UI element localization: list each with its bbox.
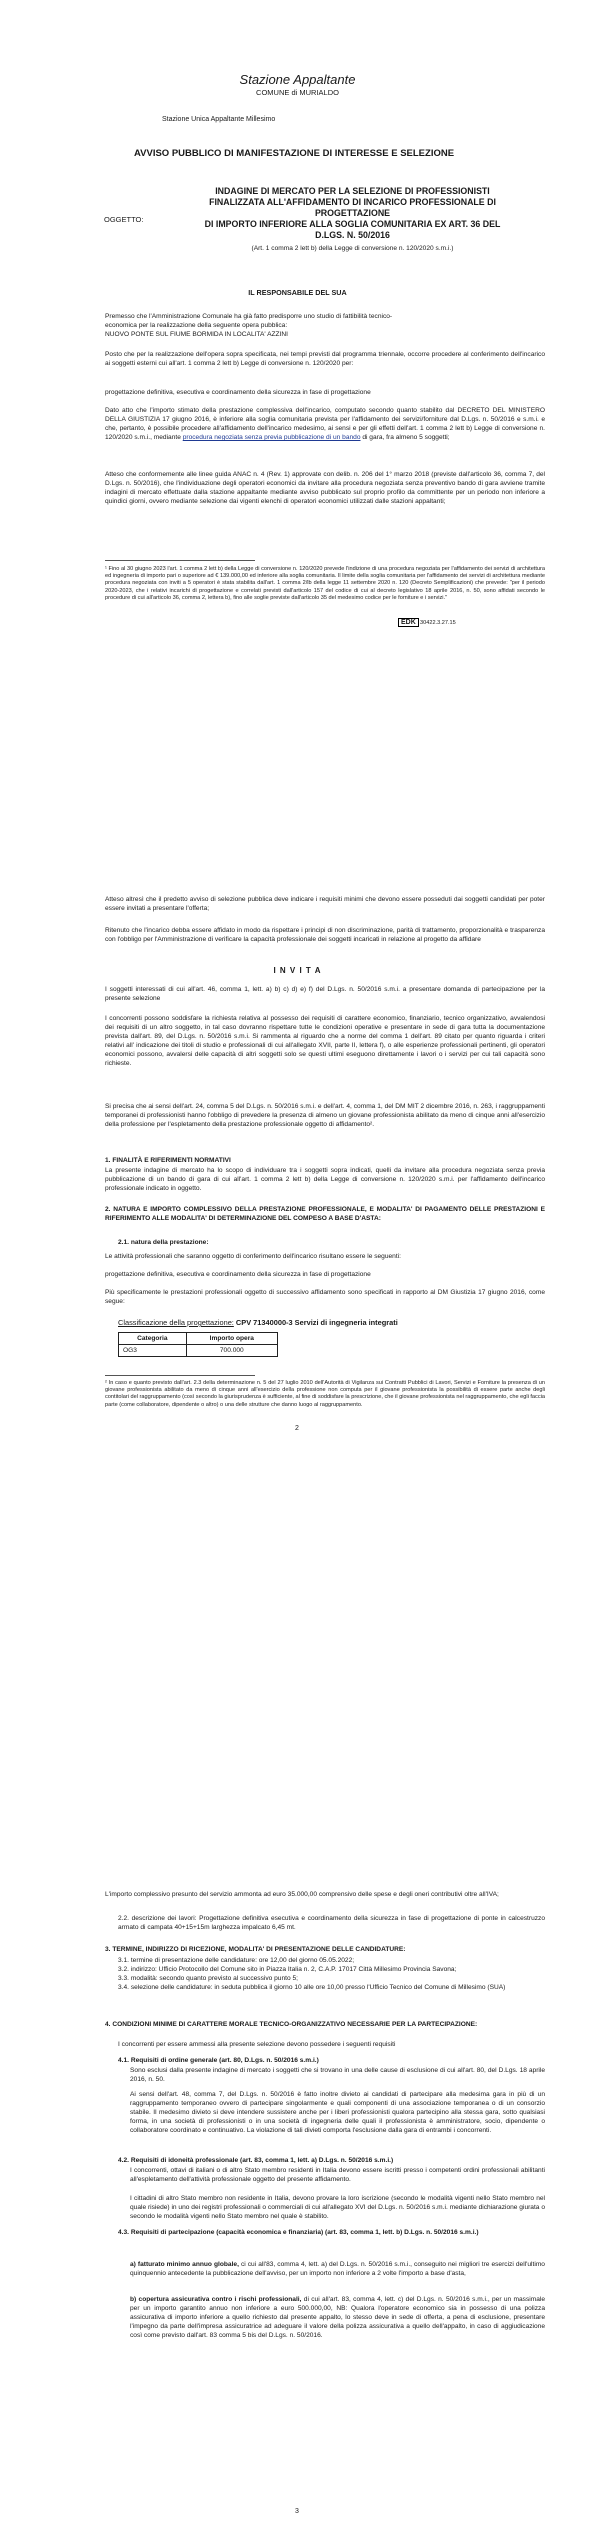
page-2 xyxy=(0,840,595,1680)
section-2-1-c: Più specificamente le prestazioni professionali oggetto di successivo affidamento sono specificati in rapporto al DM Giustizia 17 giugno 2016, come segue: xyxy=(105,1289,545,1305)
categoria-table xyxy=(118,1332,278,1357)
section-4-1-title: 4.1. Requisiti di ordine generale (art. 80, D.Lgs. n. 50/2016 s.m.i.) xyxy=(118,2057,319,2064)
procedura-link[interactable]: procedura negoziata senza previa pubblicazione di un bando xyxy=(182,434,361,441)
paragraph-giovane: Si precisa che ai sensi dell'art. 24, comma 5 del D.Lgs. n. 50/2016 s.m.i. e dell'art. 4, comma 1, del DM MIT 2 dicembre 2016, n. 263, i raggruppamenti temporanei di professionisti hanno l'obbligo di prevedere la presenza di almeno un giovane professionista abilitato da meno di cinque anni all'esercizio della professione per l'espletamento della prestazione professionale oggetto di affidamento². xyxy=(105,1103,545,1128)
table-cell: OG3 xyxy=(119,1345,187,1357)
edk-stamp: EDK xyxy=(398,618,419,627)
list-item: 3.4. selezione delle candidature: in seduta pubblica il giorno 10 alle ore 10,00 presso l'Ufficio Tecnico del Comune di Millesimo (SUA) xyxy=(118,1984,506,1991)
oggetto-line: FINALIZZATA ALL'AFFIDAMENTO DI INCARICO PROFESSIONALE DI xyxy=(209,197,496,207)
list-item: 3.2. indirizzo: Ufficio Protocollo del Comune sito in Piazza Italia n. 2, C.A.P. 17017 Città Millesimo Provincia Savona; xyxy=(118,1966,457,1973)
section-1-title: 1. FINALITÀ E RIFERIMENTI NORMATIVI xyxy=(105,1157,231,1164)
copertura-text: di cui all'art. 83, comma 4, lett. c) del D.Lgs. n. 50/2016 s.m.i., per un massimale per un importo garantito annuo non inferiore a euro 500.000,00, NB: Qualora l'operatore economico sia in possesso di una polizza assicurativa di importo inferiore a quello richiesto dal presente appalto, lo stesso deve in sede di offerta, a pena di esclusione, presentare l'impegno da parte dell'impresa assicuratrice ad adeguare il valore della polizza assicurativa a quello dell'appalto, in caso di aggiudicazione così come previsto dall'art. 83 comma 5 bis del D.Lgs. n. 50/2016. xyxy=(130,2296,545,2339)
section-4-1-text2: Ai sensi dell'art. 48, comma 7, del D.Lgs. n. 50/2016 è fatto inoltre divieto ai candidati di partecipare alla medesima gara in più di un raggruppamento temporaneo ovvero di partecipare singolarmente e quali componenti di una associazione temporanea o di un consorzio stabile. Il medesimo divieto si deve intendere sussistere anche per i liberi professionisti qualora partecipino alla stessa gara, sotto qualsiasi forma, in una società di professionisti o in una società di ingegneria delle quali il professionista è amministratore, socio, dipendente o collaboratore coordinato e continuativo. La violazione di tali divieti comporta l'esclusione dalla gara di entrambi i concorrenti. xyxy=(130,2091,545,2134)
header-title: Stazione Appaltante xyxy=(239,72,356,87)
fatturato-title: a) fatturato minimo annuo globale, xyxy=(130,2261,239,2268)
oggetto-line: INDAGINE DI MERCATO PER LA SELEZIONE DI PROFESSIONISTI xyxy=(215,186,490,196)
list-item: 3.1. termine di presentazione delle candidature: ore 12,00 del giorno 05.05.2022; xyxy=(118,1957,355,1964)
premesso-line: economica per la realizzazione della seguente opera pubblica: xyxy=(105,322,288,329)
page-number-3: 3 xyxy=(295,2508,299,2515)
table-row xyxy=(119,1345,278,1357)
footnote-1: ¹ Fino al 30 giugno 2023 l'art. 1 comma 2 lett b) della Legge di conversione n. 120/2020 prevede l'indizione di una procedura negoziata per l'affidamento dei servizi di architettura ed ingegneria di importo pari o superiore ad € 139.000,00 ed inferiore alla soglia comunitaria. Il limite della soglia comunitaria per l'affidamento dei servizi di architettura mediante procedura negoziata con inviti a 5 operatori è stata stabilita dall'art. 1 comma 2/lb della legge 11 settembre 2020 n. 120 (Decreto Semplificazioni) che prevede: "per il periodo 2020-2023, che i relativi incarichi di progettazione e correlati previsti dall'articolo 157 del codice di cui al decreto legislativo 18 aprile 2016, n. 50, sono affidati secondo le procedure di cui all'articolo 36, comma 2, lettera b), fino alle soglie previste dall'articolo 35 del medesimo codice per le forniture e i servizi." xyxy=(105,566,545,601)
footnote-2: ² In caso e quanto previsto dall'art. 2.3 della determinazione n. 5 del 27 luglio 2010 dell'Autorità di Vigilanza sui Contratti Pubblici di Lavori, Servizi e Forniture la presenza di un giovane professionista abilitato da meno di cinque anni all'esercizio della professione non computa per il giovane professionista la possibilità di essere parte anche degli contitolari del raggruppamento (così secondo la giurisprudenza è sufficiente, al fine di soddisfare la prescrizione, che il giovane professionista nel raggruppamento, che egli faccia parte (come collaboratore, dipendente o altro) o una delle strutture che danno luogo al raggruppamento. xyxy=(105,1380,545,1408)
invita-heading: I N V I T A xyxy=(273,966,322,975)
classificazione xyxy=(118,1318,398,1327)
oggetto-line: PROGETTAZIONE xyxy=(314,208,391,218)
table-header: Importo opera xyxy=(186,1333,277,1345)
section-4-2-title: 4.2. Requisiti di idoneità professionale (art. 83, comma 1, lett. a) D.Lgs. n. 50/2016 s.m.i.) xyxy=(118,2157,394,2164)
section-1-text: La presente indagine di mercato ha lo scopo di individuare tra i soggetti sopra indicati, quelli da invitare alla procedura negoziata senza previa pubblicazione di un bando di gara di cui all'art. 1 comma 2 lett b) della Legge di conversione n. 120/2020 s.m.i. per l'affidamento dell'incarico professionale indicato in oggetto. xyxy=(105,1167,545,1192)
paragraph-progettazione: progettazione definitiva, esecutiva e coordinamento della sicurezza in fase di progettazione xyxy=(105,389,371,396)
section-2-1-a: Le attività professionali che saranno oggetto di conferimento dell'incarico risultano essere le seguenti: xyxy=(105,1253,401,1260)
responsabile-heading: IL RESPONSABILE DEL SUA xyxy=(248,288,347,297)
fatturato-text: ci cui all'83, comma 4, lett. a) del D.Lgs. n. 50/2016 s.m.i., conseguito nei migliori tre esercizi dell'ultimo quinquennio antecedente la pubblicazione dell'avviso, per un importo non inferiore a 2 volte l'importo a base d'asta, xyxy=(130,2261,545,2277)
classificazione-label: Classificazione della progettazione: xyxy=(118,1318,234,1327)
dato-atto-tail: di gara, fra almeno 5 soggetti; xyxy=(360,434,450,441)
table-header-row xyxy=(119,1333,278,1345)
section-4-title: 4. CONDIZIONI MINIME DI CARATTERE MORALE TECNICO-ORGANIZZATIVO NECESSARIE PER LA PARTECIPAZIONE: xyxy=(105,2021,478,2028)
oggetto-line: DI IMPORTO INFERIORE ALLA SOGLIA COMUNITARIA EX ART. 36 DEL xyxy=(204,219,501,229)
opera-name: NUOVO PONTE SUL FIUME BORMIDA IN LOCALITA' AZZINI xyxy=(105,331,288,338)
section-4-1-text: Sono esclusi dalla presente indagine di mercato i soggetti che si trovano in una delle cause di esclusione di cui all'art. 80, del D.Lgs. 18 aprile 2016, n. 50. xyxy=(130,2067,545,2083)
section-2-1-b: progettazione definitiva, esecutiva e coordinamento della sicurezza in fase di progettazione xyxy=(105,1271,371,1278)
page-3 xyxy=(0,1680,595,2536)
page-number-2: 2 xyxy=(295,1425,299,1432)
paragraph-premesso xyxy=(105,312,545,339)
footnote-divider xyxy=(105,560,255,561)
section-4-intro: I concorrenti per essere ammessi alla presente selezione devono possedere i seguenti requisiti xyxy=(118,2041,396,2048)
footnote-divider xyxy=(105,1375,255,1376)
avviso-title: AVVISO PUBBLICO DI MANIFESTAZIONE DI INTERESSE E SELEZIONE xyxy=(134,148,455,159)
section-4-3-b xyxy=(130,2295,545,2340)
paragraph-posto: Posto che per la realizzazione dell'opera sopra specificata, nei tempi previsti dal programma triennale, occorre procedere al conferimento dell'incarico ai soggetti esterni cui all'art. 1 comma 2 lett b) Legge di conversione n. 120/2020 per: xyxy=(105,351,545,367)
classificazione-value: CPV 71340000-3 Servizi di ingegneria integrati xyxy=(235,1318,398,1327)
stamp-code: 30422.3.27.15 xyxy=(420,620,456,626)
paragraph-atteso-altresi: Atteso altresì che il predetto avviso di selezione pubblica deve indicare i requisiti minimi che devono essere posseduti dai soggetti candidati per poter essere invitati a presentare l'offerta; xyxy=(105,896,545,912)
table-cell: 700.000 xyxy=(186,1345,277,1357)
section-4-2-text: I concorrenti, ottavi di italiani o di altro Stato membro residenti in Italia devono essere iscritti presso i competenti ordini professionali abilitanti all'espletamento dell'attività professionale oggetto del presente affidamento. xyxy=(130,2167,545,2183)
paragraph-ritenuto: Ritenuto che l'incarico debba essere affidato in modo da rispettare i principi di non discriminazione, parità di trattamento, proporzionalità e trasparenza con l'obbligo per l'Amministrazione di verificare la capacità professionale dei soggetti incaricati in relazione al progetto da affidare xyxy=(105,927,545,943)
table-header: Categoria xyxy=(119,1333,187,1345)
oggetto-label: OGGETTO: xyxy=(104,215,144,224)
oggetto-lines xyxy=(160,186,545,241)
section-2-title: 2. NATURA E IMPORTO COMPLESSIVO DELLA PRESTAZIONE PROFESSIONALE, E MODALITA' DI PAGAMENTO DELLE PRESTAZIONI E RIFERIMENTO ALLE MODALITA' DI DETERMINAZIONE DEL COMPESO A BASE D'ASTA: xyxy=(105,1206,545,1222)
paragraph-dato-atto xyxy=(105,406,545,442)
section-2-1-title: 2.1. natura della prestazione: xyxy=(118,1239,209,1246)
section-4-3-title: 4.3. Requisiti di partecipazione (capacità economica e finanziaria) (art. 83, comma 1, lett. b) D.Lgs. n. 50/2016 s.m.i.) xyxy=(118,2229,479,2236)
header-sua: Stazione Unica Appaltante Millesimo xyxy=(162,116,276,123)
section-4-2-text2: I cittadini di altro Stato membro non residente in Italia, devono provare la loro iscrizione (secondo le modalità vigenti nello Stato membro nel quale risiede) in uno dei registri professionali o commerciali di cui all'allegato XVI del D.Lgs. n. 50/2016 s.m.i. mediante dichiarazione giurata o secondo le modalità vigenti nello Stato membro nel quale è stabilito. xyxy=(130,2195,545,2220)
copertura-title: b) copertura assicurativa contro i rischi professionali, xyxy=(130,2296,302,2303)
paragraph-atteso: Atteso che conformemente alle linee guida ANAC n. 4 (Rev. 1) approvate con delib. n. 206 del 1° marzo 2018 (previste dall'articolo 36, comma 7, del D.Lgs. n. 50/2016), che l'individuazione degli operatori economici da invitare alla procedura negoziata senza preventivo bando di gara avviene tramite indagini di mercato effettuate dalla stazione appaltante mediante avviso pubblicato sul proprio profilo da committente per un periodo non inferiore a quindici giorni, ovvero mediante selezione dai vigenti elenchi di operatori economici utilizzati dalle stazioni appaltanti; xyxy=(105,471,545,505)
page-1 xyxy=(0,0,595,840)
oggetto-line: D.LGS. N. 50/2016 xyxy=(315,230,390,240)
paragraph-importo: L'importo complessivo presunto del servizio ammonta ad euro 35.000,00 comprensivo delle spese e degli oneri contributivi oltre all'IVA; xyxy=(105,1891,499,1898)
paragraph-soggetti: I soggetti interessati di cui all'art. 46, comma 1, lett. a) b) c) d) e) f) del D.Lgs. n. 50/2016 s.m.i. a presentare domanda di partecipazione per la presente selezione xyxy=(105,986,545,1002)
header-comune: COMUNE di MURIALDO xyxy=(256,88,339,97)
oggetto-note: (Art. 1 comma 2 lett b) della Legge di conversione n. 120/2020 s.m.i.) xyxy=(251,245,454,252)
section-3-title: 3. TERMINE, INDIRIZZO DI RICEZIONE, MODALITA' DI PRESENTAZIONE DELLE CANDIDATURE: xyxy=(105,1946,406,1953)
premesso-line: Premesso che l'Amministrazione Comunale ha già fatto predisporre uno studio di fattibilità tecnico- xyxy=(105,313,393,320)
section-3-list xyxy=(118,1956,545,1992)
section-4-3-a xyxy=(130,2260,545,2278)
section-2-2: 2.2. descrizione dei lavori: Progettazione definitiva esecutiva e coordinamento della sicurezza in fase di progettazione di ponte in calcestruzzo armato di campata 40+15+15m larghezza impalcato 6,45 mt. xyxy=(118,1915,545,1931)
paragraph-concorrenti: I concorrenti possono soddisfare la richiesta relativa al possesso dei requisiti di carattere economico, finanziario, tecnico organizzativo, avvalendosi dei requisiti di un altro soggetto, in tal caso dovranno rispettare tutte le condizioni operative e presentare in sede di gara tutta la documentazione prevista dall'art. 89, del D.Lgs. n. 50/2016 s.m.i. Si rammenta al riguardo che a norme del comma 1 dell'art. 89 citato per quanto riguarda i criteri relativi all' indicazione dei titoli di studio e professionali di cui all'allegato XVII, parte II, lettera f), o alle esperienze professionali pertinenti, gli operatori economici possono, avvalersi delle capacità di altri soggetti solo se questi ultimi eseguono direttamente i lavori o i servizi per cui tali capacità sono richieste. xyxy=(105,1015,545,1067)
dato-atto-text: Dato atto che l'importo stimato della prestazione complessiva dell'incarico, computato secondo quanto stabilito dal DECRETO DEL MINISTERO DELLA GIUSTIZIA 17 giugno 2016, è inferiore alla soglia comunitaria prevista per l'affidamento dei servizi/forniture dal D.Lgs. n. 50/2016 e s.m.i. e che, pertanto, è possibile procedere all'affidamento dell'incarico medesimo, ai sensi e per gli effetti dell'art. 1 comma 2 lett b) Legge di conversione n. 120/2020 s.m.i., mediante xyxy=(105,407,545,441)
list-item: 3.3. modalità: secondo quanto previsto al successivo punto 5; xyxy=(118,1975,298,1982)
